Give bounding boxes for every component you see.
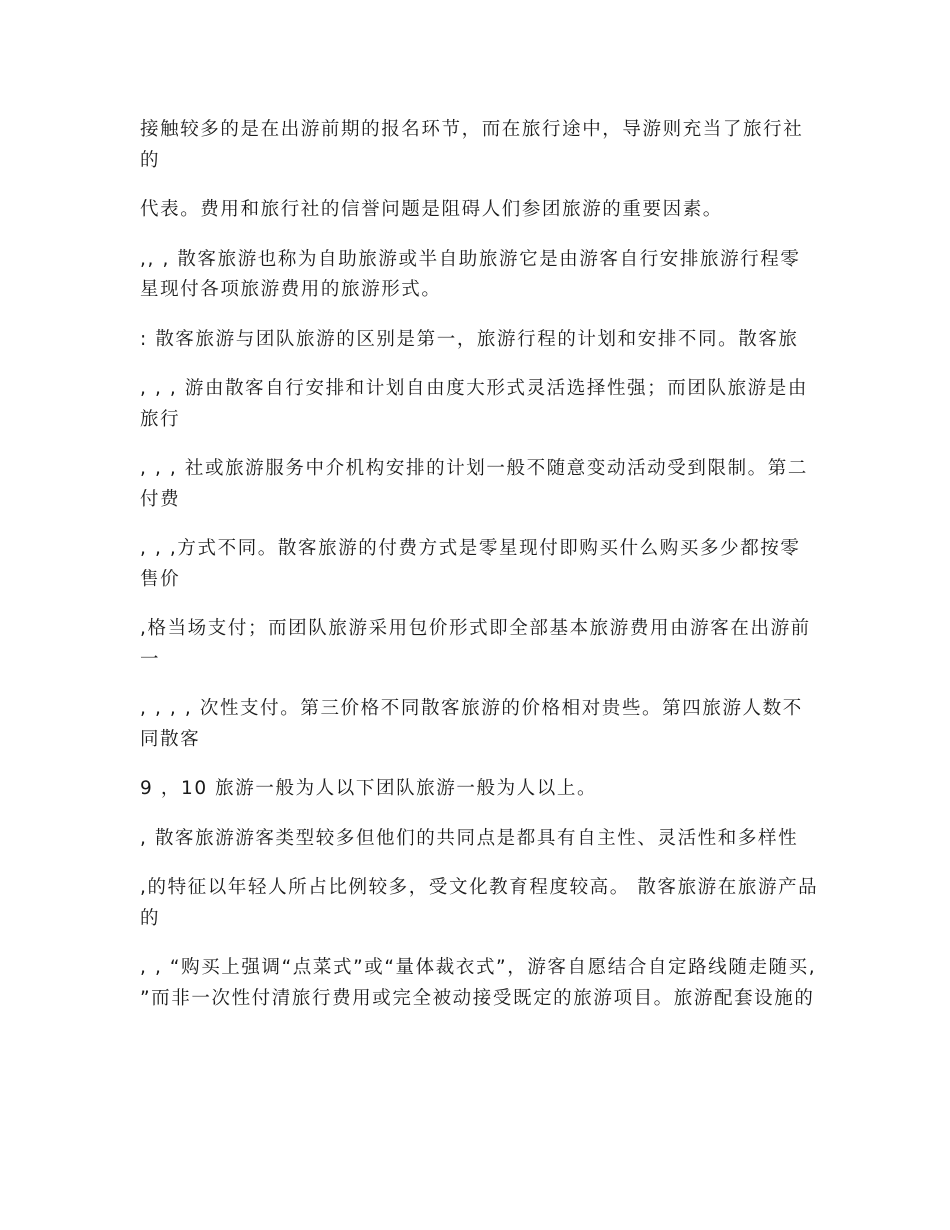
paragraph-5: , , , 游由散客自行安排和计划自由度大形式灵活选择性强；而团队旅游是由旅行 bbox=[140, 378, 808, 430]
paragraph-11: , 散客旅游游客类型较多但他们的共同点是都具有自主性、灵活性和多样性 bbox=[140, 827, 799, 849]
paragraph-7: , , ,方式不同。散客旅游的付费方式是零星现付即购买什么购买多少都按零售价 bbox=[140, 538, 801, 590]
paragraph-1: 接触较多的是在出游前期的报名环节，而在旅行途中，导游则充当了旅行社的 bbox=[140, 119, 804, 171]
document-body bbox=[140, 115, 820, 1033]
paragraph-4: : 散客旅游与团队旅游的区别是第一，旅游行程的计划和安排不同。散客旅 bbox=[140, 328, 799, 350]
paragraph-3: ,, , 散客旅游也称为自助旅游或半自助旅游它是由游客自行安排旅游行程零星现付各项旅游费用的旅游形式。 bbox=[140, 248, 801, 300]
paragraph-8: ,格当场支付；而团队旅游采用包价形式即全部基本旅游费用由游客在出游前一 bbox=[140, 618, 811, 670]
paragraph-10: 9 ，10 旅游一般为人以下团队旅游一般为人以上。 bbox=[140, 778, 598, 799]
paragraph-12: ,的特征以年轻人所占比例较多，受文化教育程度较高。 散客旅游在旅游产品的 bbox=[140, 877, 819, 929]
paragraph-2: 代表。费用和旅行社的信誉问题是阻碍人们参团旅游的重要因素。 bbox=[140, 199, 723, 220]
paragraph-13: , , “购买上强调“点菜式”或“量体裁衣式”，游客自愿结合自定路线随走随买, ”而非一次性付清旅行费用或完全被动接受既定的旅游项目。旅游配套设施的 bbox=[140, 957, 817, 1009]
paragraph-9: , , , , 次性支付。第三价格不同散客旅游的价格相对贵些。第四旅游人数不同散客 bbox=[140, 698, 803, 750]
paragraph-6: , , , 社或旅游服务中介机构安排的计划一般不随意变动活动受到限制。第二付费 bbox=[140, 458, 808, 510]
